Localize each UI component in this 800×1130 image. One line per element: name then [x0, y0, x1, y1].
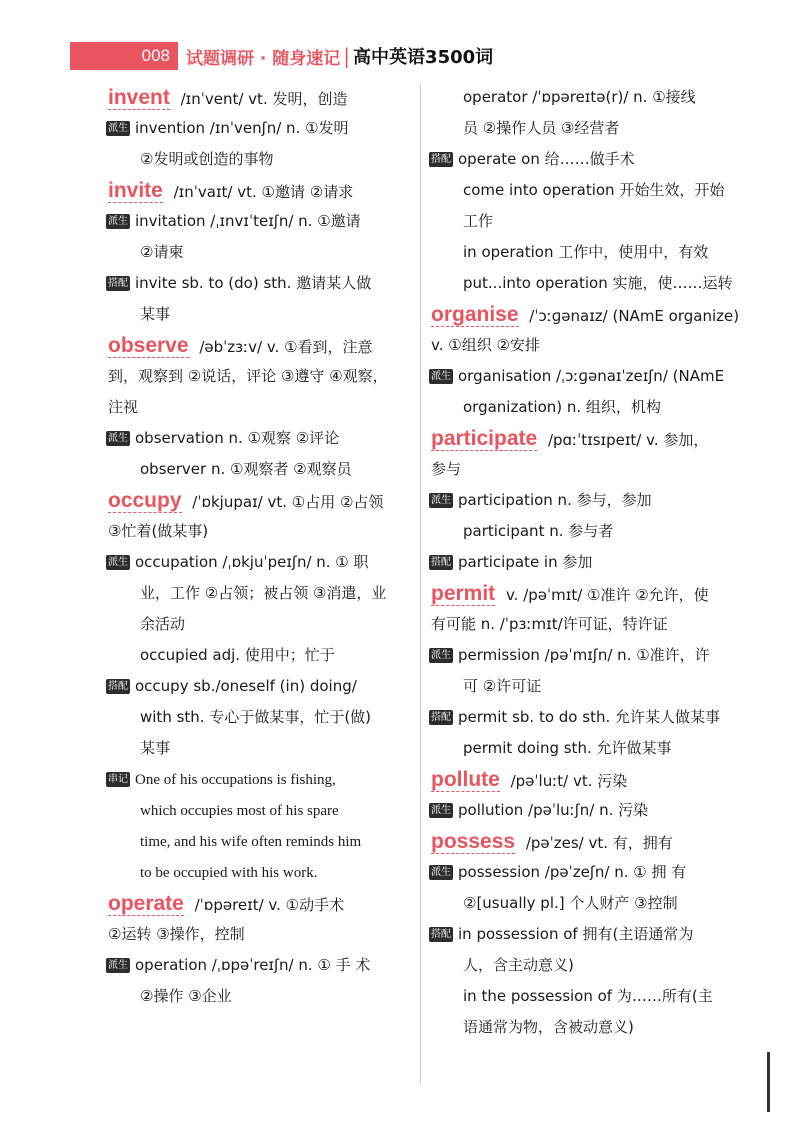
headword: organise — [431, 303, 519, 326]
column-divider — [420, 84, 421, 1084]
entry-subline — [429, 857, 736, 888]
entry-headline — [431, 578, 736, 609]
entry-text: 业，工作 ②占领；被占领 ③消遣，业 — [140, 584, 387, 602]
entry-text: 有可能 n. /ˈpɜːmɪt/许可证，特许证 — [431, 615, 668, 633]
entry-continuation — [431, 82, 736, 113]
headword-definition: /ˈɒkjupaɪ/ vt. ①占用 ②占领 — [187, 493, 384, 511]
entry-subline — [106, 423, 413, 454]
entry-text: 到，观察到 ②说话，评论 ③遵守 ④观察， — [108, 367, 388, 385]
entry-continuation — [431, 206, 736, 237]
entry-text: participant n. 参与者 — [463, 522, 614, 540]
entry-continuation — [108, 454, 413, 485]
entry-text: in operation 工作中，使用中，有效 — [463, 243, 709, 261]
entry-text: permission /pəˈmɪʃn/ n. ①准许，许 — [458, 646, 710, 664]
headword: occupy — [108, 489, 182, 512]
entry-text: time, and his wife often reminds him — [140, 834, 362, 850]
page-edge-mark — [767, 1052, 770, 1112]
entry-continuation — [431, 888, 736, 919]
entry-subline — [106, 950, 413, 981]
entry-text-line — [108, 361, 413, 392]
headword: invite — [108, 179, 163, 202]
entry-text: 参与 — [431, 460, 462, 478]
entry-text: in possession of 拥有(主语通常为 — [458, 925, 694, 943]
entry-headline — [431, 299, 740, 330]
headword: operate — [108, 892, 184, 915]
entry-text-line — [431, 609, 736, 640]
entry-subline — [106, 764, 413, 795]
headword-definition: v. /pəˈmɪt/ ①准许 ②允许，使 — [501, 586, 709, 604]
headword: invent — [108, 86, 170, 109]
right-column — [431, 82, 740, 1043]
entry-subline — [429, 144, 736, 175]
section-tag: 派生 — [431, 495, 451, 506]
page-header — [70, 42, 493, 70]
section-tag: 派生 — [108, 557, 128, 568]
section-tag: 派生 — [431, 650, 451, 661]
headword-definition: /ˈɔːɡənaɪz/ (NAmE organize) — [524, 307, 740, 325]
entry-continuation — [431, 175, 736, 206]
entry-text: organization) n. 组织，机构 — [463, 398, 661, 416]
entry-text: operate on 给……做手术 — [458, 150, 635, 168]
entry-text: occupied adj. 使用中；忙于 — [140, 646, 335, 664]
entry-text-line — [431, 454, 736, 485]
entry-text: ②操作 ③企业 — [140, 987, 232, 1005]
entry-text: which occupies most of his spare — [140, 803, 339, 819]
entry-subline — [106, 547, 413, 578]
entry-continuation — [108, 237, 413, 268]
left-column — [108, 82, 413, 1012]
section-tag: 搭配 — [108, 681, 128, 692]
entry-text: 可 ②许可证 — [463, 677, 542, 695]
entry-text: occupy sb./oneself (in) doing/ — [135, 677, 357, 695]
entry-text: v. ①组织 ②安排 — [431, 336, 540, 354]
section-tag: 派生 — [431, 805, 451, 816]
entry-text: 某事 — [140, 305, 171, 323]
entry-subline — [429, 361, 736, 392]
entry-text: ②[usually pl.] 个人财产 ③控制 — [463, 894, 678, 912]
entry-continuation — [431, 237, 736, 268]
entry-text: in the possession of 为……所有(主 — [463, 987, 713, 1005]
entry-subline — [429, 795, 736, 826]
entry-text: 工作 — [463, 212, 494, 230]
entry-text: operator /ˈɒpəreɪtə(r)/ n. ①接线 — [463, 88, 696, 106]
entry-headline — [431, 423, 736, 454]
entry-continuation — [108, 795, 413, 826]
entry-text: organisation /ˌɔːɡənaɪˈzeɪʃn/ (NAmE — [458, 367, 725, 385]
section-tag: 派生 — [431, 867, 451, 878]
entry-text: 某事 — [140, 739, 171, 757]
section-tag: 搭配 — [431, 929, 451, 940]
entry-continuation — [431, 268, 736, 299]
entry-subline — [106, 113, 413, 144]
entry-text: to be occupied with his work. — [140, 865, 318, 881]
entry-text: participate in 参加 — [458, 553, 593, 571]
entry-subline — [429, 919, 736, 950]
entry-continuation — [108, 609, 413, 640]
entry-text: observation n. ①观察 ②评论 — [135, 429, 340, 447]
page-number: 008 — [70, 42, 178, 70]
header-separator: | — [343, 44, 351, 68]
headword-definition: /ɪnˈvent/ vt. 发明，创造 — [175, 90, 348, 108]
entry-text: ②请柬 — [140, 243, 184, 261]
headword-definition: /əbˈzɜːv/ v. ①看到，注意 — [194, 338, 373, 356]
entry-continuation — [108, 826, 413, 857]
entry-headline — [108, 330, 413, 361]
entry-headline — [431, 826, 736, 857]
entry-subline — [429, 640, 736, 671]
entry-text: permit doing sth. 允许做某事 — [463, 739, 672, 757]
entry-text: permit sb. to do sth. 允许某人做某事 — [458, 708, 720, 726]
entry-text: put...into operation 实施，使……运转 — [463, 274, 733, 292]
entry-continuation — [431, 733, 736, 764]
entry-continuation — [108, 733, 413, 764]
section-tag: 搭配 — [108, 278, 128, 289]
section-tag: 派生 — [108, 433, 128, 444]
entry-text: participation n. 参与，参加 — [458, 491, 652, 509]
entry-text: ③忙着(做某事) — [108, 522, 209, 540]
section-tag: 搭配 — [431, 557, 451, 568]
entry-text: with sth. 专心于做某事，忙于(做) — [140, 708, 372, 726]
headword: participate — [431, 427, 538, 450]
section-tag: 派生 — [108, 123, 128, 134]
entry-text: occupation /ˌɒkjuˈpeɪʃn/ n. ① 职 — [135, 553, 369, 571]
headword-definition: /ˈɒpəreɪt/ v. ①动手术 — [189, 896, 345, 914]
entry-text: come into operation 开始生效，开始 — [463, 181, 725, 199]
entry-text: ②发明或创造的事物 — [140, 150, 274, 168]
headword: possess — [431, 830, 516, 853]
section-tag: 派生 — [431, 371, 451, 382]
entry-subline — [106, 671, 413, 702]
entry-continuation — [431, 950, 736, 981]
entry-text: 语通常为物，含被动意义) — [463, 1018, 634, 1036]
entry-continuation — [108, 640, 413, 671]
entry-headline — [108, 888, 413, 919]
entry-text-line — [108, 516, 413, 547]
entry-continuation — [108, 857, 413, 888]
entry-text: 人，含主动意义) — [463, 956, 574, 974]
entry-text: possession /pəˈzeʃn/ n. ① 拥 有 — [458, 863, 687, 881]
entry-subline — [429, 485, 736, 516]
entry-continuation — [431, 671, 736, 702]
entry-continuation — [108, 578, 413, 609]
entry-text: ②运转 ③操作，控制 — [108, 925, 245, 943]
headword-definition: /pəˈzes/ vt. 有，拥有 — [521, 834, 673, 852]
entry-text: 员 ②操作人员 ③经营者 — [463, 119, 620, 137]
section-tag: 搭配 — [431, 712, 451, 723]
entry-text: observer n. ①观察者 ②观察员 — [140, 460, 352, 478]
entry-text-line — [108, 392, 413, 423]
entry-headline — [108, 175, 413, 206]
entry-continuation — [108, 299, 413, 330]
section-tag: 派生 — [108, 960, 128, 971]
headword: observe — [108, 334, 189, 357]
entry-subline — [106, 206, 413, 237]
entry-text: 余活动 — [140, 615, 186, 633]
entry-continuation — [108, 702, 413, 733]
entry-text: pollution /pəˈluːʃn/ n. 污染 — [458, 801, 649, 819]
entry-continuation — [431, 1012, 736, 1043]
headword-definition: /pəˈluːt/ vt. 污染 — [505, 772, 628, 790]
entry-text: One of his occupations is fishing, — [135, 772, 336, 788]
entry-continuation — [431, 392, 736, 423]
entry-text: invention /ɪnˈvenʃn/ n. ①发明 — [135, 119, 349, 137]
section-tag: 串记 — [108, 774, 128, 785]
entry-text: invite sb. to (do) sth. 邀请某人做 — [135, 274, 372, 292]
headword-definition: /pɑːˈtɪsɪpeɪt/ v. 参加， — [543, 431, 709, 449]
entry-text: invitation /ˌɪnvɪˈteɪʃn/ n. ①邀请 — [135, 212, 361, 230]
entry-text: operation /ˌɒpəˈreɪʃn/ n. ① 手 术 — [135, 956, 371, 974]
entry-continuation — [431, 113, 736, 144]
entry-text-line — [431, 330, 736, 361]
entry-text-line — [108, 919, 413, 950]
headword-definition: /ɪnˈvaɪt/ vt. ①邀请 ②请求 — [168, 183, 354, 201]
entry-subline — [429, 547, 736, 578]
entry-continuation — [431, 516, 736, 547]
section-tag: 派生 — [108, 216, 128, 227]
entry-subline — [429, 702, 736, 733]
entry-continuation — [108, 981, 413, 1012]
entry-headline — [108, 82, 413, 113]
entry-headline — [108, 485, 413, 516]
entry-headline — [431, 764, 736, 795]
entry-continuation — [108, 144, 413, 175]
book-series-title: 试题调研 · 随身速记 — [186, 48, 341, 69]
headword: permit — [431, 582, 496, 605]
headword: pollute — [431, 768, 500, 791]
entry-text: 注视 — [108, 398, 139, 416]
entry-continuation — [431, 981, 736, 1012]
entry-subline — [106, 268, 413, 299]
section-tag: 搭配 — [431, 154, 451, 165]
book-subtitle: 高中英语3500词 — [353, 47, 494, 68]
